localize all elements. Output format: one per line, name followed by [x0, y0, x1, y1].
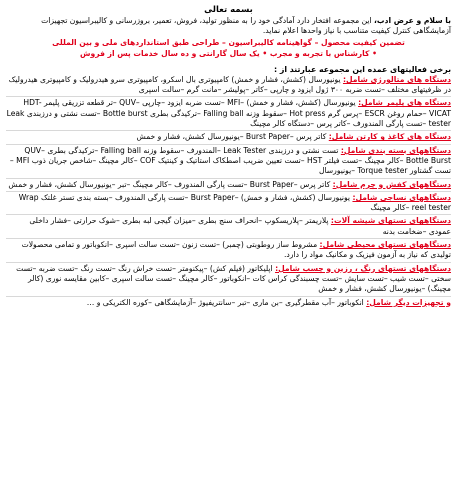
category-body: انکوباتور –آب مقطرگیری –بن ماری –تبر –سانتریفیوژ –آزمایشگاهی –کوره الکتریکی و …	[86, 297, 367, 307]
category-title: دستگاه های پلیمر شامل:	[358, 98, 451, 108]
divider	[6, 296, 451, 297]
category-body: یونیورسال (کشش، فشار و خمش) –Burst Paper –تست پارگی المندورف –بسته بندی تستر غلتک Wrap reel tester –کالر مچینگ	[18, 192, 451, 213]
highlight-line-quality: تضمین کیفیت محصول – گواهینامه کالیبراسیون – طراحی طبق استانداردهای ملی و بین المللی	[52, 37, 405, 47]
highlight-line-warranty: • کارشناس با تجربه و مجرب • یک سال گارانتی و ده سال خدمات پس از فروش	[80, 48, 377, 58]
category-textile	[6, 193, 451, 214]
category-body: یونیورسال (کشش، فشار و خمش) –MFI –تست ضربه ایزود –چارپی –QUV –تر قطعه تزریقی پلیمر HDT-VICAT –حمام روغن ESCR –پرس گرم Hot press –سقوط وزنه Falling ball –ترکیدگی بطری Bottle burst –تست نشتی و درزبندی Leak tester –تست پارگی المندورف –کاتر پرس –دستگاه کالر مچینگ	[6, 98, 451, 129]
category-title: دستگاههای تستهای رنگ ، رزین و چسب شامل:	[275, 263, 451, 273]
category-other-equipment	[6, 298, 451, 308]
category-paint-resin-adhesive	[6, 264, 451, 295]
category-paper-carton	[6, 132, 451, 142]
category-body: تست نشتی و درزبندی Leak Tester –المندورف –سقوط وزنه Falling ball –ترکیدگی بطری QUV– Bottle Burst –کالر مچینگ –تست فیلتر HST –تست تعیین ضریب اصطکاک استاتیک و کینتیک COF –کالر مچینگ –شاخص جریان ذوب MFI –تست گشتاور Torque tester –یونیورسال	[9, 145, 451, 176]
section-heading: برخی فعالیتهای عمده این مجموعه عبارتند از :	[274, 64, 451, 74]
divider	[6, 238, 451, 239]
category-title: و تجهیزات دیگر شامل:	[366, 297, 451, 307]
divider	[6, 191, 451, 192]
intro-paragraph	[6, 16, 451, 37]
category-title: دستگاههای تستهای شیشه آلات:	[330, 216, 451, 226]
category-packaging	[6, 146, 451, 177]
document-title: بسمه تعالی	[204, 5, 253, 15]
category-polymer	[6, 98, 451, 129]
category-body: کاتر پرس –Burst Paper –یونیورسال کشش، فشار و خمش	[136, 132, 329, 142]
category-body: اپلیکاتور (فیلم کش) –پیکنومتر –تست خراش رنگ –تست رنگ –تست ضربه –تست سختی –تست شیب –تست سایش –تست چسبندگی کراس کات –انکوباتور –کالر مچینگ –تست سالت اسپری –کابین مقایسه نوری (کالر مچینگ) –یونیورسال کشش، فشار و خمش	[16, 263, 451, 294]
divider	[6, 178, 451, 179]
intro-text: این مجموعه افتخار دارد آمادگی خود را به منظور تولید، فروش، تعمیر، بروزرسانی و کالیبراسیون تجهیزات آزمایشگاهی کنترل کیفیت متناسب با نیاز واحدها اعلام نماید.	[41, 16, 451, 36]
divider	[6, 130, 451, 131]
category-body: یونیورسال (کشش، فشار و خمش) کامپیوتری بال اسکرو، کامپیوتری سرو هیدرولیک و کامپیوتری هیدرولیک در ظرفیتهای مختلف –تست ضربه ۳۰۰ ژول ایزود و چارپی –کاتر –پولیشر –مانت گرم –سالت اسپری	[8, 74, 451, 95]
category-shoe-leather	[6, 180, 451, 190]
category-glassware	[6, 216, 451, 237]
category-title: دستگاه های متالورژی شامل:	[342, 74, 451, 84]
intro-greeting: با سلام و عرض ادب،	[374, 16, 451, 25]
category-title: دستگاههای کفش و چرم شامل:	[332, 179, 451, 189]
category-body: پلاریمتر –پلاریسکوپ –انحراف سنج بطری –میزان گیجی لبه بطری –شوک حرارتی –فشار داخلی عمودی –ضخامت بدنه	[29, 216, 451, 236]
divider	[6, 144, 451, 145]
category-metallurgy	[6, 75, 451, 96]
category-environmental	[6, 240, 451, 261]
category-title: دستگاههای تستهای محیطی شامل:	[319, 240, 451, 250]
category-body: مشروط ساز روطوبتی (چمبر) –تست زنون –تست سالت اسپری –انکوباتور و تمامی محصولات تولیدی که نیاز به آزمون فیزیک و مکانیک مواد را دارد.	[21, 240, 451, 260]
category-title: دستگاههای بسته بندی شامل:	[340, 145, 451, 155]
divider	[6, 262, 451, 263]
divider	[6, 96, 451, 97]
category-title: دستگاههای نساجی شامل:	[352, 192, 451, 202]
category-title: دستگاه های کاغذ و کارتن شامل:	[328, 132, 451, 142]
category-body: کاتر پرس –Burst Paper –تست پارگی المندورف –کالر مچینگ –تبر –یونیورسال کشش، فشار و خمش	[8, 179, 333, 189]
